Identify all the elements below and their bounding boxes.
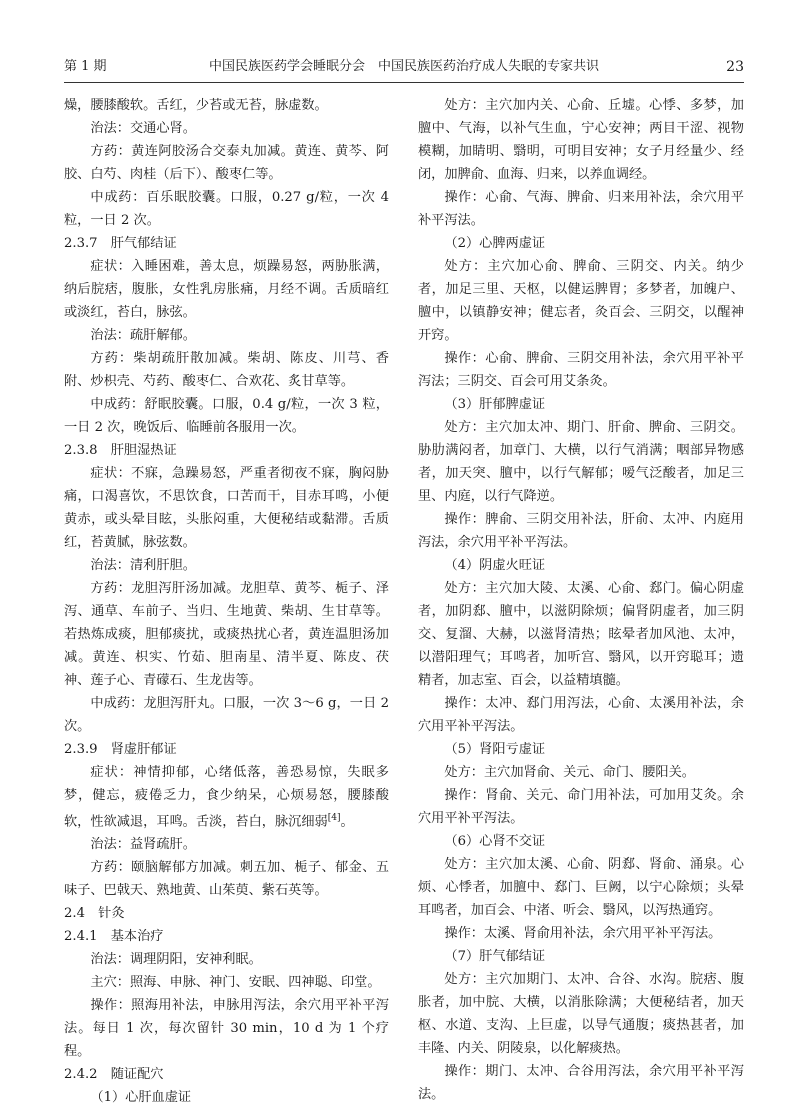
paragraph-text: 2.4.2 随证配穴 bbox=[64, 1067, 164, 1083]
paragraph-text: 主穴：照海、申脉、神门、安眠、四神聪、印堂。 bbox=[90, 975, 381, 991]
paragraph-text: 2.4.1 基本治疗 bbox=[64, 929, 164, 945]
paragraph bbox=[418, 416, 744, 508]
paragraph-text: 操作：心俞、脾俞、三阴交用补法，余穴用平补平泻法；三阴交、百会可用艾条灸。 bbox=[418, 351, 744, 389]
paragraph bbox=[418, 761, 744, 784]
paragraph bbox=[64, 692, 389, 738]
paragraph-text: 症状：入睡困难，善太息，烦躁易怒，两胁胀满，纳后脘痞，腹胀，女性乳房胀痛，月经不调。舌质暗红或淡红，苔白，脉弦。 bbox=[64, 259, 389, 320]
paragraph-text: 治法：益肾疏肝。 bbox=[90, 837, 196, 853]
paragraph bbox=[64, 94, 389, 117]
paragraph-text: 中成药：龙胆泻肝丸。口服，一次 3～6 g，一日 2 次。 bbox=[64, 696, 389, 734]
paragraph bbox=[64, 347, 389, 393]
paragraph-text: 操作：照海用补法，申脉用泻法，余穴用平补平泻法。每日 1 次，每次留针 30 min，10 d 为 1 个疗程。 bbox=[64, 998, 389, 1060]
paragraph-text: （1）心肝血虚证 bbox=[90, 1090, 192, 1106]
paragraph-text: 处方：主穴加内关、心俞、丘墟。心悸、多梦，加膻中、气海，以补气生血，宁心安神；两目干涩、视物模糊，加睛明、翳明，可明目安神；女子月经量少、经闭，加脾俞、血海、归来，以养血调经。 bbox=[418, 98, 744, 182]
paragraph bbox=[418, 508, 744, 554]
paragraph-text: 2.3.9 肾虚肝郁证 bbox=[64, 742, 177, 757]
paragraph bbox=[418, 692, 744, 738]
paragraph-text: 治法：调理阴阳，安神利眠。 bbox=[90, 952, 262, 968]
paragraph-text: 处方：主穴加太溪、心俞、阴郄、肾俞、涌泉。心烦、心悸者，加膻中、郄门、巨阙，以宁心除烦；头晕耳鸣者，加百会、中渚、听会、翳风，以泻热通窍。 bbox=[418, 857, 744, 918]
paragraph bbox=[64, 324, 389, 347]
paragraph bbox=[418, 784, 744, 830]
paragraph-text: （3）肝郁脾虚证 bbox=[444, 397, 546, 412]
paragraph-text: 症状：不寐，急躁易怒，严重者彻夜不寐，胸闷胁痛，口渴喜饮，不思饮食，口苦而干，目赤耳鸣，小便黄赤，或头晕目眩，头胀闷重，大便秘结或黏滞。舌质红，苔黄腻，脉弦数。 bbox=[64, 466, 389, 550]
paragraph bbox=[64, 554, 389, 577]
subsection-heading bbox=[418, 554, 744, 577]
right-column bbox=[418, 94, 744, 1106]
paragraph-text: 2.3.7 肝气郁结证 bbox=[64, 236, 177, 251]
header-rule bbox=[64, 82, 744, 83]
paragraph bbox=[418, 853, 744, 922]
paragraph bbox=[64, 140, 389, 186]
paragraph-text: 处方：主穴加肾俞、关元、命门、腰阳关。 bbox=[444, 765, 695, 780]
subsection-heading bbox=[418, 830, 744, 853]
paragraph-text: 处方：主穴加太冲、期门、肝俞、脾俞、三阴交。胁肋满闷者，加章门、大横，以行气消满；咽部异物感者，加天突、膻中，以行气解郁；嗳气泛酸者，加足三里、内庭，以行气降逆。 bbox=[418, 420, 744, 504]
paragraph-text: 治法：清利肝胆。 bbox=[90, 558, 196, 573]
citation-ref[interactable]: [4] bbox=[327, 813, 341, 823]
paragraph bbox=[418, 186, 744, 232]
paragraph bbox=[418, 922, 744, 945]
paragraph bbox=[418, 347, 744, 393]
paragraph-text: 中成药：舒眠胶囊。口服，0.4 g/粒，一次 3 粒，一日 2 次，晚饭后、临睡前各服用一次。 bbox=[64, 397, 389, 435]
section-heading bbox=[64, 232, 389, 255]
left-column bbox=[64, 94, 389, 1109]
issue-label: 第 1 期 bbox=[64, 59, 107, 74]
paragraph-text: 操作：太溪、肾俞用补法，余穴用平补平泻法。 bbox=[444, 926, 722, 941]
paragraph-text: 2.3.8 肝胆湿热证 bbox=[64, 443, 177, 458]
paragraph bbox=[64, 856, 389, 902]
section-heading bbox=[64, 738, 389, 761]
paragraph bbox=[64, 462, 389, 554]
paragraph bbox=[418, 1060, 744, 1106]
paragraph bbox=[64, 994, 389, 1063]
paragraph-text: 操作：太冲、郄门用泻法，心俞、太溪用补法，余穴用平补平泻法。 bbox=[418, 696, 744, 734]
paragraph bbox=[64, 833, 389, 856]
paragraph bbox=[64, 393, 389, 439]
page-number: 23 bbox=[726, 59, 744, 75]
paragraph-text: （5）肾阳亏虚证 bbox=[444, 742, 546, 757]
running-title: 中国民族医药学会睡眠分会 中国民族医药治疗成人失眠的专家共识 bbox=[208, 59, 599, 74]
paragraph-text: （4）阴虚火旺证 bbox=[444, 558, 546, 573]
paragraph-text: 操作：心俞、气海、脾俞、归来用补法，余穴用平补平泻法。 bbox=[418, 190, 744, 228]
paragraph bbox=[64, 186, 389, 232]
paragraph bbox=[64, 117, 389, 140]
paragraph-text: 处方：主穴加期门、太冲、合谷、水沟。脘痞、腹胀者，加中脘、大横，以消胀除满；大便秘结者，加天枢、水道、支沟、上巨虚，以导气通腹；痰热甚者，加丰隆、内关、阴陵泉，以化解痰热。 bbox=[418, 972, 744, 1056]
subsection-heading bbox=[64, 1086, 389, 1109]
section-heading bbox=[64, 439, 389, 462]
section-heading bbox=[64, 902, 389, 925]
paragraph bbox=[418, 577, 744, 692]
paragraph-text: 操作：脾俞、三阴交用补法，肝俞、太冲、内庭用泻法，余穴用平补平泻法。 bbox=[418, 512, 744, 550]
paragraph-text: 方药：颐脑解郁方加减。刺五加、栀子、郁金、五味子、巴戟天、熟地黄、山茱萸、紫石英等。 bbox=[64, 860, 389, 899]
paragraph-text: （6）心肾不交证 bbox=[444, 834, 546, 849]
paragraph-text: 燥，腰膝酸软。舌红，少苔或无苔，脉虚数。 bbox=[64, 98, 328, 113]
paragraph-text: （2）心脾两虚证 bbox=[444, 236, 546, 251]
section-heading bbox=[64, 1063, 389, 1086]
page-header bbox=[64, 54, 744, 80]
paragraph bbox=[64, 761, 389, 833]
paragraph bbox=[64, 971, 389, 994]
subsection-heading bbox=[418, 945, 744, 968]
paragraph-text: 症状：神情抑郁，心绪低落，善恐易惊，失眠多梦，健忘，疲倦乏力，食少纳呆，心烦易怒，腰膝酸软，性欲减退，耳鸣。舌淡，苔白，脉沉细弱 bbox=[64, 765, 389, 830]
paragraph-text: 方药：柴胡疏肝散加减。柴胡、陈皮、川芎、香附、炒枳壳、芍药、酸枣仁、合欢花、炙甘草等。 bbox=[64, 351, 389, 389]
paragraph-text: 治法：疏肝解郁。 bbox=[90, 328, 196, 343]
paragraph-text: 方药：龙胆泻肝汤加减。龙胆草、黄芩、栀子、泽泻、通草、车前子、当归、生地黄、柴胡、生甘草等。若热炼成痰，胆郁痰扰，或痰热扰心者，黄连温胆汤加减。黄连、枳实、竹茹、胆南星、清半夏、陈皮、茯神、莲子心、青礞石、生龙齿等。 bbox=[64, 581, 389, 688]
subsection-heading bbox=[418, 232, 744, 255]
paragraph-text: 治法：交通心肾。 bbox=[90, 121, 196, 136]
paragraph-text: 操作：期门、太冲、合谷用泻法，余穴用平补平泻法。 bbox=[418, 1064, 744, 1102]
paragraph-text: 2.4 针灸 bbox=[64, 906, 125, 922]
paragraph-text: 处方：主穴加心俞、脾俞、三阴交、内关。纳少者，加足三里、天枢，以健运脾胃；多梦者，加魄户、膻中，以镇静安神；健忘者，灸百会、三阴交，以醒神开窍。 bbox=[418, 259, 744, 343]
paragraph-tail: 。 bbox=[340, 814, 354, 830]
paragraph-text: 中成药：百乐眠胶囊。口服，0.27 g/粒，一次 4 粒，一日 2 次。 bbox=[64, 190, 389, 228]
paragraph-text: 处方：主穴加大陵、太溪、心俞、郄门。偏心阴虚者，加阴郄、膻中，以滋阴除烦；偏肾阴虚者，加三阴交、复溜、大赫，以滋肾清热；眩晕者加风池、太冲，以潜阳理气；耳鸣者，加听宫、翳风，以开窍聪耳；遗精者，加志室、百会，以益精填髓。 bbox=[418, 581, 744, 688]
paragraph bbox=[418, 94, 744, 186]
paragraph-text: （7）肝气郁结证 bbox=[444, 949, 546, 964]
paragraph bbox=[64, 255, 389, 324]
paragraph-text: 方药：黄连阿胶汤合交泰丸加减。黄连、黄芩、阿胶、白芍、肉桂（后下）、酸枣仁等。 bbox=[64, 144, 389, 182]
subsection-heading bbox=[418, 738, 744, 761]
subsection-heading bbox=[418, 393, 744, 416]
paragraph bbox=[418, 255, 744, 347]
paragraph-text: 操作：肾俞、关元、命门用补法，可加用艾灸。余穴用平补平泻法。 bbox=[418, 788, 744, 826]
section-heading bbox=[64, 925, 389, 948]
paragraph bbox=[64, 577, 389, 692]
paragraph bbox=[418, 968, 744, 1060]
paragraph bbox=[64, 948, 389, 971]
